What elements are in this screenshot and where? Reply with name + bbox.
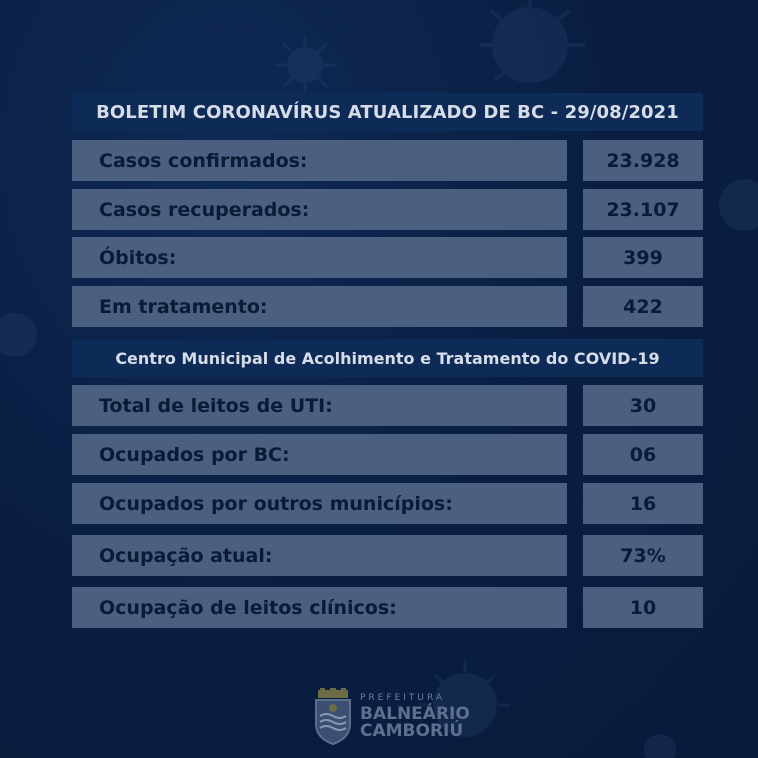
row-label: Em tratamento: [72,286,567,327]
virus-icon [630,720,690,758]
table-row [72,535,703,576]
row-label: Ocupação atual: [72,535,567,576]
table-row [72,385,703,426]
table-row [72,434,703,475]
row-value: 30 [583,385,703,426]
row-value: 23.928 [583,140,703,181]
row-value: 16 [583,483,703,524]
city-crest-icon [312,688,354,746]
table-row [72,189,703,230]
row-label: Total de leitos de UTI: [72,385,567,426]
row-label: Casos confirmados: [72,140,567,181]
row-value: 06 [583,434,703,475]
row-label: Casos recuperados: [72,189,567,230]
logo-line-prefeitura: PREFEITURA [360,693,446,703]
table-row [72,140,703,181]
row-value: 10 [583,587,703,628]
table-row [72,483,703,524]
row-value: 23.107 [583,189,703,230]
section-title: Centro Municipal de Acolhimento e Tratamento do COVID-19 [72,339,703,377]
row-value: 422 [583,286,703,327]
virus-icon [700,160,758,250]
row-label: Óbitos: [72,237,567,278]
virus-icon [270,30,340,100]
row-value: 399 [583,237,703,278]
logo-line-camboriu: CAMBORIÚ [360,721,464,741]
logo-line-balneario: BALNEÁRIO [360,704,470,724]
bulletin-title: BOLETIM CORONAVÍRUS ATUALIZADO DE BC - 29/08/2021 [72,93,703,131]
table-row [72,286,703,327]
row-value: 73% [583,535,703,576]
prefeitura-logo [312,688,470,746]
virus-icon [0,300,60,370]
table-row [72,587,703,628]
table-row [72,237,703,278]
row-label: Ocupados por BC: [72,434,567,475]
row-label: Ocupação de leitos clínicos: [72,587,567,628]
row-label: Ocupados por outros municípios: [72,483,567,524]
